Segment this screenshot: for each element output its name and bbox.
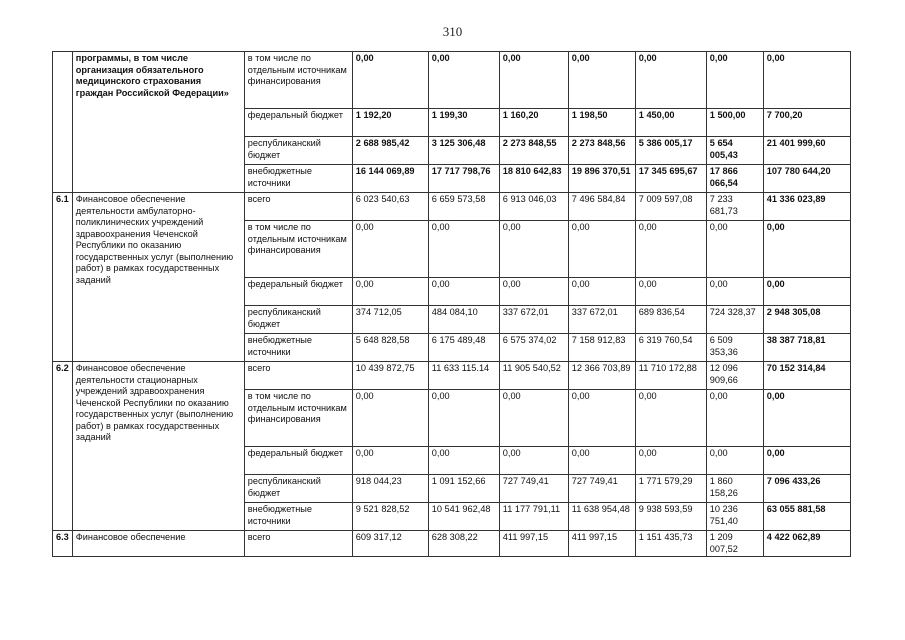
- total-cell: 107 780 644,20: [763, 165, 850, 193]
- year-value-cell: 1 209 007,52: [706, 531, 763, 557]
- total-cell: 0,00: [763, 447, 850, 475]
- year-value-cell: 374 712,05: [352, 306, 428, 334]
- year-value-cell: 6 509 353,36: [706, 334, 763, 362]
- year-value-cell: 2 273 848,56: [568, 137, 635, 165]
- year-value-cell: 11 633 115.14: [428, 362, 499, 390]
- year-value-cell: 6 659 573,58: [428, 193, 499, 221]
- year-value-cell: 11 710 172,88: [635, 362, 706, 390]
- total-cell: 41 336 023,89: [763, 193, 850, 221]
- year-value-cell: 0,00: [635, 278, 706, 306]
- year-value-cell: 11 638 954,48: [568, 503, 635, 531]
- total-cell: 4 422 062,89: [763, 531, 850, 557]
- year-value-cell: 1 151 435,73: [635, 531, 706, 557]
- item-number: 6.1: [53, 193, 73, 362]
- year-value-cell: 5 386 005,17: [635, 137, 706, 165]
- year-value-cell: 0,00: [706, 52, 763, 109]
- total-cell: 7 700,20: [763, 109, 850, 137]
- year-value-cell: 0,00: [568, 221, 635, 278]
- total-cell: 7 096 433,26: [763, 475, 850, 503]
- year-value-cell: 411 997,15: [499, 531, 568, 557]
- item-description: Финансовое обеспечение деятельности амбулаторно-поликлинических учреждений здравоохранения Чеченской Республики по оказанию государственных услуг (выполнению работ) в рамках государственных заданий: [72, 193, 244, 362]
- funding-source-label: всего: [244, 531, 352, 557]
- year-value-cell: 0,00: [428, 52, 499, 109]
- year-value-cell: 0,00: [635, 52, 706, 109]
- year-value-cell: 5 648 828,58: [352, 334, 428, 362]
- table-row: [53, 531, 851, 557]
- year-value-cell: 9 521 828,52: [352, 503, 428, 531]
- year-value-cell: 0,00: [706, 278, 763, 306]
- year-value-cell: 0,00: [635, 221, 706, 278]
- year-value-cell: 7 009 597,08: [635, 193, 706, 221]
- funding-source-label: внебюджетные источники: [244, 334, 352, 362]
- year-value-cell: 6 913 046,03: [499, 193, 568, 221]
- year-value-cell: 0,00: [499, 447, 568, 475]
- year-value-cell: 3 125 306,48: [428, 137, 499, 165]
- total-cell: 21 401 999,60: [763, 137, 850, 165]
- year-value-cell: 1 198,50: [568, 109, 635, 137]
- item-number: 6.2: [53, 362, 73, 531]
- year-value-cell: 0,00: [499, 52, 568, 109]
- table-row: [53, 52, 851, 109]
- item-description: Финансовое обеспечение: [72, 531, 244, 557]
- year-value-cell: 918 044,23: [352, 475, 428, 503]
- year-value-cell: 16 144 069,89: [352, 165, 428, 193]
- year-value-cell: 0,00: [352, 52, 428, 109]
- year-value-cell: 6 023 540,63: [352, 193, 428, 221]
- item-description: Финансовое обеспечение деятельности стационарных учреждений здравоохранения Чеченской Республики по оказанию государственных услуг (выполнению работ) в рамках государственных заданий: [72, 362, 244, 531]
- year-value-cell: 337 672,01: [568, 306, 635, 334]
- year-value-cell: 0,00: [428, 221, 499, 278]
- table-row: [53, 362, 851, 390]
- year-value-cell: 0,00: [499, 278, 568, 306]
- year-value-cell: 12 096 909,66: [706, 362, 763, 390]
- year-value-cell: 1 160,20: [499, 109, 568, 137]
- total-cell: 38 387 718,81: [763, 334, 850, 362]
- funding-source-label: республиканский бюджет: [244, 137, 352, 165]
- year-value-cell: 1 199,30: [428, 109, 499, 137]
- total-cell: 2 948 305,08: [763, 306, 850, 334]
- year-value-cell: 17 866 066,54: [706, 165, 763, 193]
- year-value-cell: 7 496 584,84: [568, 193, 635, 221]
- funding-source-label: в том числе по отдельным источникам финансирования: [244, 390, 352, 447]
- year-value-cell: 0,00: [568, 390, 635, 447]
- total-cell: 70 152 314,84: [763, 362, 850, 390]
- funding-source-label: республиканский бюджет: [244, 306, 352, 334]
- funding-source-label: всего: [244, 362, 352, 390]
- year-value-cell: 10 236 751,40: [706, 503, 763, 531]
- funding-source-label: в том числе по отдельным источникам финансирования: [244, 221, 352, 278]
- year-value-cell: 17 717 798,76: [428, 165, 499, 193]
- year-value-cell: 6 319 760,54: [635, 334, 706, 362]
- year-value-cell: 0,00: [352, 390, 428, 447]
- year-value-cell: 1 450,00: [635, 109, 706, 137]
- year-value-cell: 727 749,41: [499, 475, 568, 503]
- year-value-cell: 0,00: [428, 390, 499, 447]
- financing-table: [52, 51, 851, 557]
- year-value-cell: 11 177 791,11: [499, 503, 568, 531]
- item-description: программы, в том числе организация обязательного медицинского страхования граждан Российской Федерации»: [72, 52, 244, 193]
- year-value-cell: 689 836,54: [635, 306, 706, 334]
- funding-source-label: республиканский бюджет: [244, 475, 352, 503]
- total-cell: 0,00: [763, 52, 850, 109]
- year-value-cell: 17 345 695,67: [635, 165, 706, 193]
- year-value-cell: 0,00: [706, 221, 763, 278]
- page-number: 310: [442, 24, 463, 39]
- funding-source-label: всего: [244, 193, 352, 221]
- year-value-cell: 484 084,10: [428, 306, 499, 334]
- year-value-cell: 628 308,22: [428, 531, 499, 557]
- year-value-cell: 727 749,41: [568, 475, 635, 503]
- year-value-cell: 337 672,01: [499, 306, 568, 334]
- year-value-cell: 6 175 489,48: [428, 334, 499, 362]
- year-value-cell: 19 896 370,51: [568, 165, 635, 193]
- year-value-cell: 1 192,20: [352, 109, 428, 137]
- year-value-cell: 0,00: [428, 447, 499, 475]
- year-value-cell: 411 997,15: [568, 531, 635, 557]
- year-value-cell: 609 317,12: [352, 531, 428, 557]
- year-value-cell: 0,00: [635, 390, 706, 447]
- year-value-cell: 2 273 848,55: [499, 137, 568, 165]
- year-value-cell: 18 810 642,83: [499, 165, 568, 193]
- year-value-cell: 0,00: [568, 447, 635, 475]
- total-cell: 0,00: [763, 221, 850, 278]
- year-value-cell: 0,00: [428, 278, 499, 306]
- item-number: [53, 52, 73, 193]
- year-value-cell: 10 541 962,48: [428, 503, 499, 531]
- year-value-cell: 11 905 540,52: [499, 362, 568, 390]
- table-row: [53, 193, 851, 221]
- year-value-cell: 10 439 872,75: [352, 362, 428, 390]
- year-value-cell: 0,00: [352, 221, 428, 278]
- item-number: 6.3: [53, 531, 73, 557]
- year-value-cell: 0,00: [706, 447, 763, 475]
- year-value-cell: 0,00: [499, 390, 568, 447]
- funding-source-label: в том числе по отдельным источникам финансирования: [244, 52, 352, 109]
- year-value-cell: 0,00: [568, 52, 635, 109]
- year-value-cell: 0,00: [352, 447, 428, 475]
- year-value-cell: 724 328,37: [706, 306, 763, 334]
- funding-source-label: федеральный бюджет: [244, 447, 352, 475]
- total-cell: 0,00: [763, 278, 850, 306]
- year-value-cell: 1 091 152,66: [428, 475, 499, 503]
- year-value-cell: 1 860 158,26: [706, 475, 763, 503]
- total-cell: 63 055 881,58: [763, 503, 850, 531]
- year-value-cell: 0,00: [352, 278, 428, 306]
- year-value-cell: 12 366 703,89: [568, 362, 635, 390]
- year-value-cell: 9 938 593,59: [635, 503, 706, 531]
- funding-source-label: федеральный бюджет: [244, 278, 352, 306]
- total-cell: 0,00: [763, 390, 850, 447]
- year-value-cell: 5 654 005,43: [706, 137, 763, 165]
- year-value-cell: 1 771 579,29: [635, 475, 706, 503]
- year-value-cell: 0,00: [706, 390, 763, 447]
- year-value-cell: 0,00: [635, 447, 706, 475]
- year-value-cell: 6 575 374,02: [499, 334, 568, 362]
- year-value-cell: 0,00: [568, 278, 635, 306]
- year-value-cell: 7 233 681,73: [706, 193, 763, 221]
- year-value-cell: 2 688 985,42: [352, 137, 428, 165]
- funding-source-label: внебюджетные источники: [244, 503, 352, 531]
- year-value-cell: 0,00: [499, 221, 568, 278]
- year-value-cell: 7 158 912,83: [568, 334, 635, 362]
- year-value-cell: 1 500,00: [706, 109, 763, 137]
- funding-source-label: федеральный бюджет: [244, 109, 352, 137]
- funding-source-label: внебюджетные источники: [244, 165, 352, 193]
